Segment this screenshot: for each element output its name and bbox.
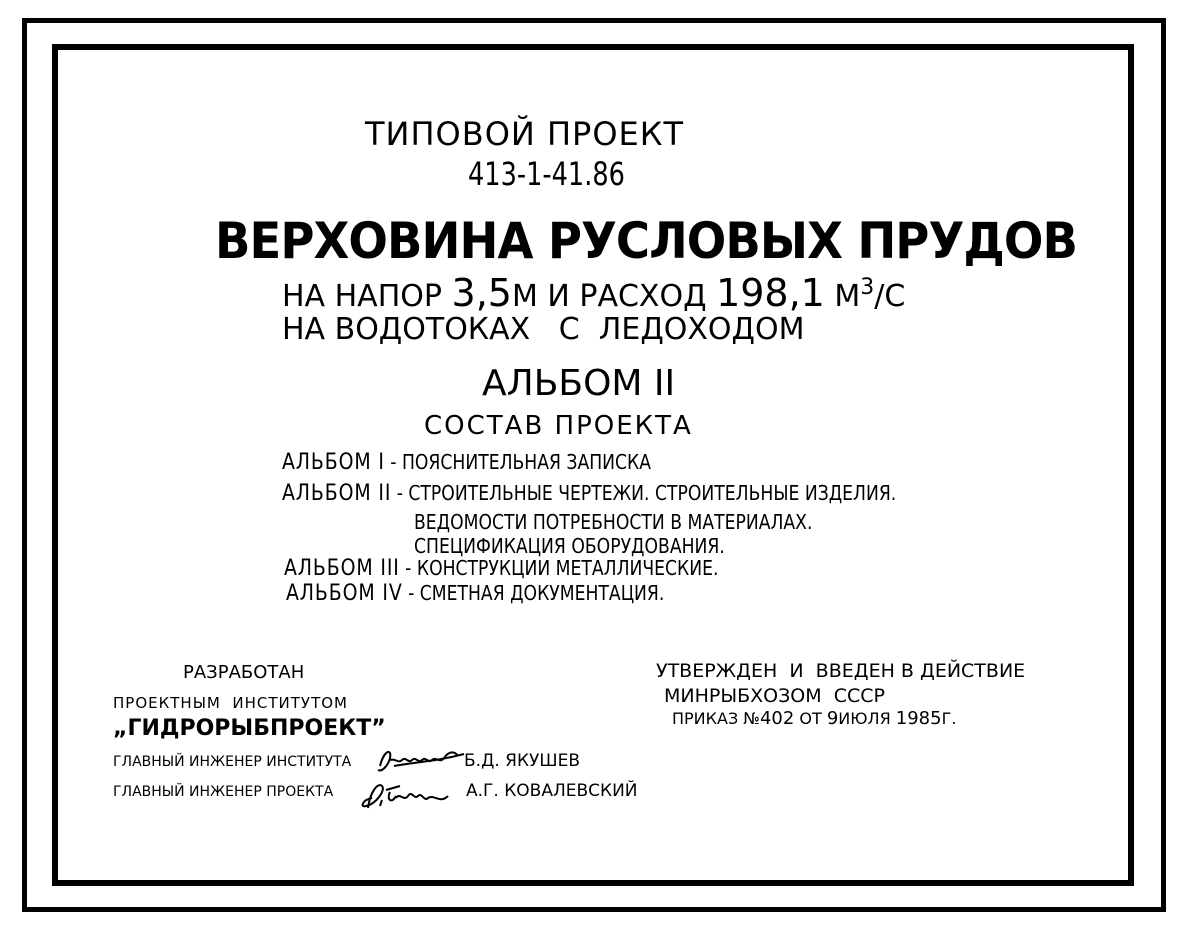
album-label: АЛЬБОМ III bbox=[284, 556, 400, 581]
developer-institute-line: ПРОЕКТНЫМ ИНСТИТУТОМ bbox=[113, 694, 348, 712]
order-day: 9 bbox=[826, 708, 839, 729]
page-title: ВЕРХОВИНА РУСЛОВЫХ ПРУДОВ bbox=[215, 212, 1077, 270]
order-prefix: ПРИКАЗ № bbox=[672, 709, 760, 728]
flow-unit-power: 3 bbox=[860, 275, 875, 300]
order-mid: ОТ bbox=[794, 709, 827, 728]
developer-heading: РАЗРАБОТАН bbox=[183, 662, 305, 683]
contents-item bbox=[282, 452, 711, 474]
order-number: 402 bbox=[759, 708, 795, 729]
album-description: - ПОЯСНИТЕЛЬНАЯ ЗАПИСКА bbox=[384, 450, 652, 474]
album-description: - СМЕТНАЯ ДОКУМЕНТАЦИЯ. bbox=[402, 581, 665, 605]
order-year: 1985 bbox=[895, 708, 942, 729]
contents-item bbox=[284, 558, 789, 580]
subtitle-prefix: НА НАПОР bbox=[282, 279, 442, 314]
album-description: - КОНСТРУКЦИИ МЕТАЛЛИЧЕСКИЕ. bbox=[399, 556, 719, 580]
album-label: АЛЬБОМ I bbox=[282, 450, 385, 475]
contents-item-continuation: СПЕЦИФИКАЦИЯ ОБОРУДОВАНИЯ. bbox=[414, 534, 725, 558]
signature-yakushev bbox=[374, 744, 468, 776]
order-month: ИЮЛЯ bbox=[838, 709, 891, 728]
subtitle-watercourse: НА ВОДОТОКАХ С ЛЕДОХОДОМ bbox=[282, 312, 805, 347]
project-number: 413-1-41.86 bbox=[468, 155, 625, 193]
contents-item-continuation: ВЕДОМОСТИ ПОТРЕБНОСТИ В МАТЕРИАЛАХ. bbox=[414, 510, 813, 534]
chief-engineer-institute-role: ГЛАВНЫЙ ИНЖЕНЕР ИНСТИТУТА bbox=[113, 754, 352, 770]
album-label: АЛЬБОМ IV bbox=[286, 581, 403, 606]
contents-heading: СОСТАВ ПРОЕКТА bbox=[424, 411, 693, 441]
flow-unit-suffix: /С bbox=[874, 279, 906, 314]
flow-unit: М bbox=[834, 279, 861, 314]
subtitle-parameters bbox=[282, 271, 906, 315]
head-value: 3,5 bbox=[451, 271, 512, 315]
album-description: - СТРОИТЕЛЬНЫЕ ЧЕРТЕЖИ. СТРОИТЕЛЬНЫЕ ИЗДЕЛИЯ. bbox=[391, 481, 897, 505]
contents-item bbox=[286, 583, 726, 605]
flow-value: 198,1 bbox=[716, 271, 825, 315]
contents-item bbox=[282, 483, 996, 505]
head-unit: М И РАСХОД bbox=[511, 279, 707, 314]
chief-engineer-institute-name: Б.Д. ЯКУШЕВ bbox=[464, 751, 580, 771]
chief-engineer-project-name: А.Г. КОВАЛЕВСКИЙ bbox=[466, 781, 638, 801]
signature-kovalevsky bbox=[356, 778, 456, 814]
album-title: АЛЬБОМ II bbox=[482, 363, 676, 404]
album-label: АЛЬБОМ II bbox=[282, 481, 392, 506]
chief-engineer-project-role: ГЛАВНЫЙ ИНЖЕНЕР ПРОЕКТА bbox=[113, 784, 334, 800]
order-suffix: Г. bbox=[941, 709, 957, 728]
approval-ministry: МИНРЫБХОЗОМ СССР bbox=[664, 685, 885, 707]
institute-name: „ГИДРОРЫБПРОЕКТ” bbox=[113, 716, 386, 741]
approval-line: УТВЕРЖДЕН И ВВЕДЕН В ДЕЙСТВИЕ bbox=[656, 660, 1026, 682]
document-type: ТИПОВОЙ ПРОЕКТ bbox=[365, 115, 685, 153]
approval-order bbox=[672, 710, 956, 728]
